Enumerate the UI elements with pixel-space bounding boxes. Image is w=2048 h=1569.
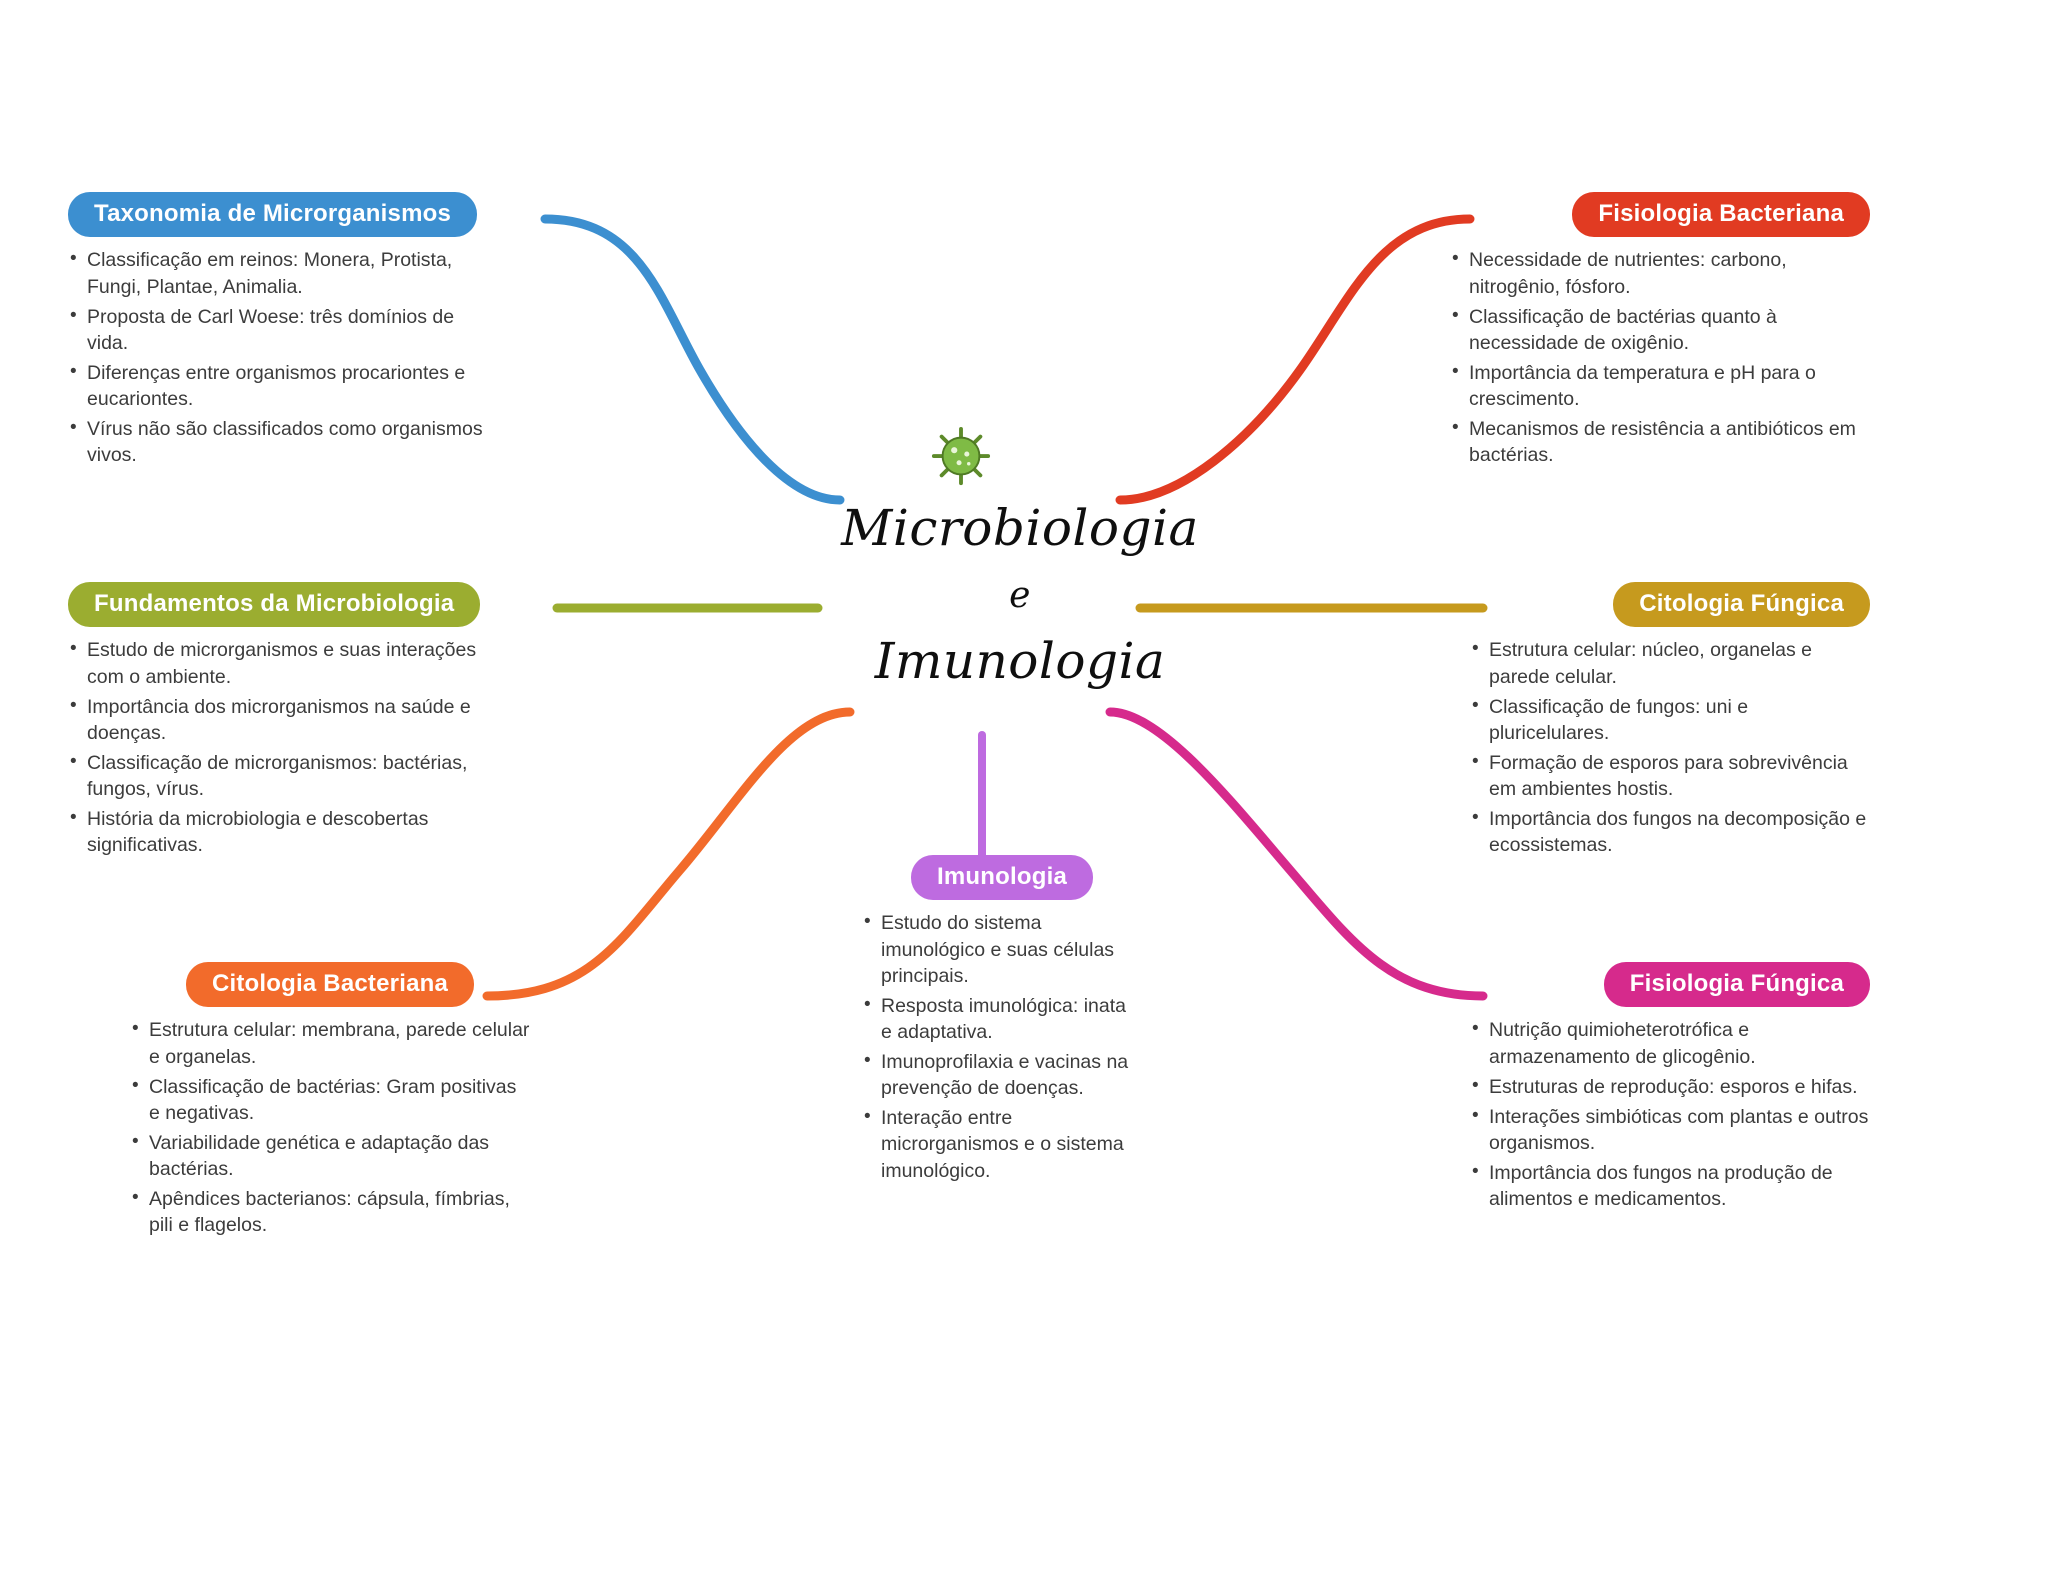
- node-taxonomia[interactable]: [68, 192, 498, 472]
- center-title-line-1: Microbiologia: [841, 499, 1199, 557]
- list-item: • Importância dos fungos na produção de alimentos e medicamentos.: [1470, 1160, 1870, 1212]
- node-title-imunologia[interactable]: Imunologia: [911, 855, 1093, 900]
- node-fisiologia-bacteriana[interactable]: [1450, 192, 1870, 472]
- list-item: • Diferenças entre organismos procariontes e eucariontes.: [68, 360, 498, 412]
- list-item: • Importância dos fungos na decomposição e ecossistemas.: [1470, 806, 1870, 858]
- node-imunologia[interactable]: [862, 855, 1142, 1188]
- list-item: • Estrutura celular: núcleo, organelas e parede celular.: [1470, 637, 1870, 689]
- node-title-fisiologia-fungica[interactable]: Fisiologia Fúngica: [1604, 962, 1870, 1007]
- node-title-fundamentos[interactable]: Fundamentos da Microbiologia: [68, 582, 480, 627]
- node-fisiologia-fungica[interactable]: [1470, 962, 1870, 1216]
- list-item: • Resposta imunológica: inata e adaptativa.: [862, 993, 1142, 1045]
- list-item: • Estrutura celular: membrana, parede celular e organelas.: [130, 1017, 530, 1069]
- node-title-citologia-bacteriana[interactable]: Citologia Bacteriana: [186, 962, 474, 1007]
- node-bullets-imunologia: [862, 910, 1142, 1183]
- list-item: • Interações simbióticas com plantas e outros organismos.: [1470, 1104, 1870, 1156]
- node-title-fisiologia-bacteriana[interactable]: Fisiologia Bacteriana: [1572, 192, 1870, 237]
- node-bullets-fundamentos: [68, 637, 488, 858]
- center-title: [760, 490, 1280, 701]
- node-bullets-fisiologia-fungica: [1470, 1017, 1870, 1212]
- node-citologia-bacteriana[interactable]: [130, 962, 530, 1242]
- node-title-taxonomia[interactable]: Taxonomia de Microrganismos: [68, 192, 477, 237]
- list-item: • Formação de esporos para sobrevivência em ambientes hostis.: [1470, 750, 1870, 802]
- list-item: • Variabilidade genética e adaptação das bactérias.: [130, 1130, 530, 1182]
- center-title-line-3: Imunologia: [874, 632, 1166, 691]
- node-fundamentos-da-microbiologia[interactable]: [68, 582, 488, 862]
- list-item: • Proposta de Carl Woese: três domínios de vida.: [68, 304, 498, 356]
- list-item: • Classificação em reinos: Monera, Protista, Fungi, Plantae, Animalia.: [68, 247, 498, 299]
- node-citologia-fungica[interactable]: [1470, 582, 1870, 862]
- node-bullets-fisiologia-bacteriana: [1450, 247, 1870, 468]
- list-item: • Mecanismos de resistência a antibióticos em bactérias.: [1450, 416, 1870, 468]
- list-item: • Apêndices bacterianos: cápsula, fímbrias, pili e flagelos.: [130, 1186, 530, 1238]
- list-item: • Classificação de microrganismos: bactérias, fungos, vírus.: [68, 750, 488, 802]
- list-item: • Imunoprofilaxia e vacinas na prevenção de doenças.: [862, 1049, 1142, 1101]
- list-item: • Interação entre microrganismos e o sistema imunológico.: [862, 1105, 1142, 1183]
- list-item: • Classificação de bactérias quanto à necessidade de oxigênio.: [1450, 304, 1870, 356]
- node-bullets-taxonomia: [68, 247, 498, 468]
- list-item: • Classificação de fungos: uni e pluricelulares.: [1470, 694, 1870, 746]
- virus-icon: [930, 425, 992, 487]
- list-item: • Importância da temperatura e pH para o crescimento.: [1450, 360, 1870, 412]
- center-title-line-2: e: [1009, 574, 1031, 616]
- list-item: • Estruturas de reprodução: esporos e hifas.: [1470, 1074, 1870, 1100]
- list-item: • Necessidade de nutrientes: carbono, nitrogênio, fósforo.: [1450, 247, 1870, 299]
- list-item: • Estudo de microrganismos e suas interações com o ambiente.: [68, 637, 488, 689]
- node-bullets-citologia-bacteriana: [130, 1017, 530, 1238]
- list-item: • Nutrição quimioheterotrófica e armazenamento de glicogênio.: [1470, 1017, 1870, 1069]
- list-item: • História da microbiologia e descobertas significativas.: [68, 806, 488, 858]
- list-item: • Estudo do sistema imunológico e suas células principais.: [862, 910, 1142, 988]
- node-title-citologia-fungica[interactable]: Citologia Fúngica: [1613, 582, 1870, 627]
- list-item: • Classificação de bactérias: Gram positivas e negativas.: [130, 1074, 530, 1126]
- list-item: • Vírus não são classificados como organismos vivos.: [68, 416, 498, 468]
- node-bullets-citologia-fungica: [1470, 637, 1870, 858]
- list-item: • Importância dos microrganismos na saúde e doenças.: [68, 694, 488, 746]
